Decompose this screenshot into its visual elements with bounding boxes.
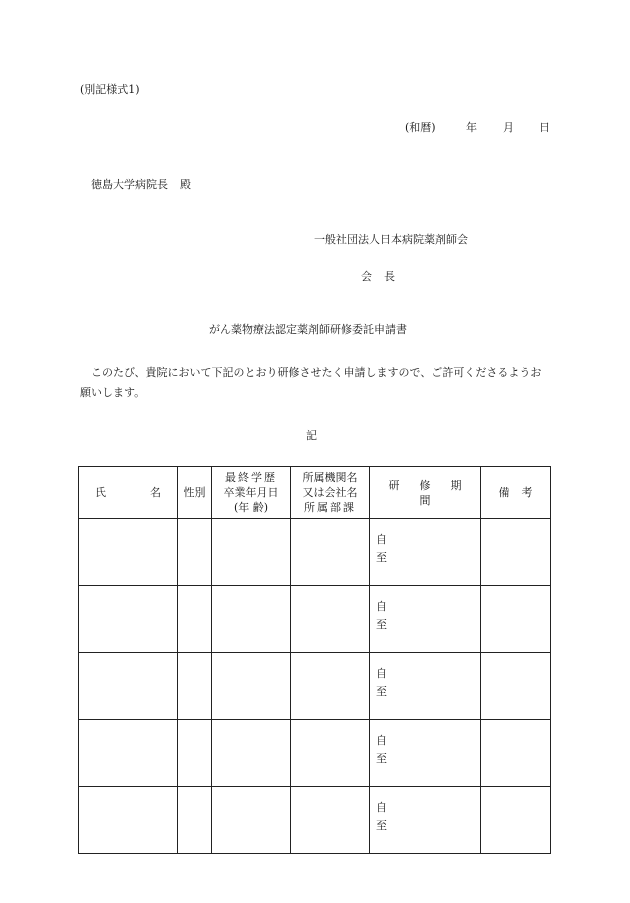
period-to: 至	[376, 618, 387, 631]
header-note	[481, 467, 551, 519]
cell-note[interactable]	[481, 519, 551, 586]
header-name	[79, 467, 178, 519]
cell-period[interactable]	[370, 787, 481, 854]
cell-name[interactable]	[79, 653, 178, 720]
cell-gender[interactable]	[178, 653, 212, 720]
sender-title	[361, 268, 395, 284]
cell-gender[interactable]	[178, 519, 212, 586]
header-period-1: 研	[388, 478, 400, 492]
cell-education[interactable]	[212, 787, 291, 854]
cell-gender[interactable]	[178, 787, 212, 854]
cell-period[interactable]	[370, 653, 481, 720]
recipient-name: 徳島大学病院長	[91, 178, 168, 191]
application-table	[78, 466, 551, 854]
period-to: 至	[376, 685, 387, 698]
cell-gender[interactable]	[178, 586, 212, 653]
cell-note[interactable]	[481, 653, 551, 720]
table-row	[79, 586, 551, 653]
period-from: 自	[376, 801, 387, 814]
header-education-line3: (年 齢)	[233, 501, 269, 514]
header-name-2: 名	[150, 486, 161, 499]
header-period	[370, 467, 481, 519]
header-gender: 性別	[178, 467, 212, 519]
sender-title-1: 会	[361, 270, 372, 283]
date-day: 日	[539, 121, 550, 134]
table-header-row	[79, 467, 551, 519]
sender-title-2: 長	[384, 270, 395, 283]
period-from: 自	[376, 667, 387, 680]
cell-name[interactable]	[79, 720, 178, 787]
cell-affiliation[interactable]	[291, 519, 370, 586]
cell-period[interactable]	[370, 720, 481, 787]
period-to: 至	[376, 752, 387, 765]
cell-name[interactable]	[79, 586, 178, 653]
table-row	[79, 720, 551, 787]
document-title: がん薬物療法認定薬剤師研修委託申請書	[209, 323, 407, 336]
header-period-3: 期	[450, 478, 462, 492]
recipient	[91, 176, 191, 192]
table-row	[79, 787, 551, 854]
date-month: 月	[503, 121, 514, 134]
header-education-line1: 最終学歴	[225, 471, 277, 484]
header-name-1: 氏	[95, 486, 106, 499]
cell-note[interactable]	[481, 720, 551, 787]
table-row	[79, 653, 551, 720]
header-education	[212, 467, 291, 519]
cell-education[interactable]	[212, 519, 291, 586]
table-row	[79, 519, 551, 586]
cell-name[interactable]	[79, 519, 178, 586]
header-note-1: 備	[498, 486, 510, 499]
ki-heading: 記	[306, 429, 317, 442]
cell-education[interactable]	[212, 720, 291, 787]
period-to: 至	[376, 551, 387, 564]
cell-affiliation[interactable]	[291, 787, 370, 854]
form-label: (別記様式1)	[80, 83, 140, 96]
cell-affiliation[interactable]	[291, 653, 370, 720]
cell-note[interactable]	[481, 787, 551, 854]
cell-name[interactable]	[79, 787, 178, 854]
date-era: (和暦)	[405, 121, 436, 134]
header-note-2: 考	[521, 486, 533, 499]
period-from: 自	[376, 533, 387, 546]
body-paragraph: このたび、貴院において下記のとおり研修させたく申請しますので、ご許可くださるようお願いします。	[80, 366, 542, 399]
header-affiliation-line3: 所属部課	[304, 501, 356, 514]
sender-organization: 一般社団法人日本病院薬剤師会	[314, 233, 468, 246]
header-affiliation-line1: 所属機関名	[302, 471, 358, 484]
cell-affiliation[interactable]	[291, 586, 370, 653]
period-from: 自	[376, 600, 387, 613]
cell-gender[interactable]	[178, 720, 212, 787]
header-period-4: 間	[419, 493, 431, 507]
header-affiliation-line2: 又は会社名	[302, 486, 358, 499]
period-to: 至	[376, 819, 387, 832]
header-period-2: 修	[419, 478, 431, 492]
cell-education[interactable]	[212, 586, 291, 653]
cell-affiliation[interactable]	[291, 720, 370, 787]
cell-period[interactable]	[370, 519, 481, 586]
header-education-line2: 卒業年月日	[223, 486, 279, 499]
recipient-honorific: 殿	[180, 178, 191, 191]
header-affiliation	[291, 467, 370, 519]
date-year: 年	[466, 121, 477, 134]
cell-period[interactable]	[370, 586, 481, 653]
period-from: 自	[376, 734, 387, 747]
cell-note[interactable]	[481, 586, 551, 653]
cell-education[interactable]	[212, 653, 291, 720]
